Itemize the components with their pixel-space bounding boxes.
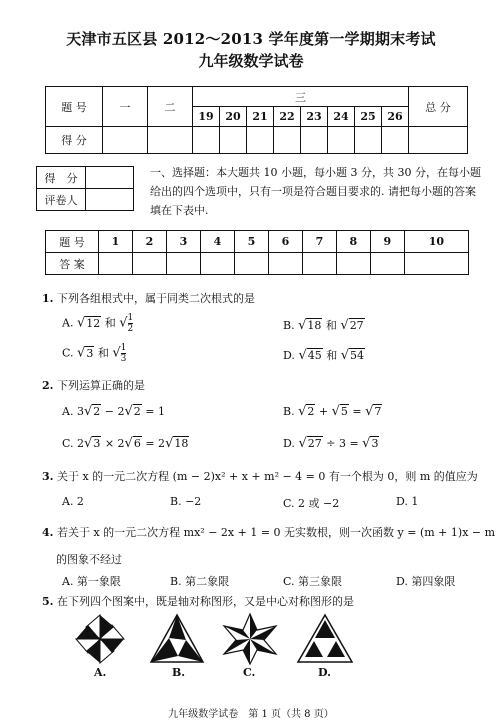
operator: − 2 bbox=[101, 405, 125, 418]
answer-number: 2 bbox=[132, 231, 166, 253]
answer-cell bbox=[99, 253, 133, 275]
exam-subtitle: 九年级数学试卷 bbox=[198, 52, 304, 70]
operator: = 2 bbox=[141, 437, 166, 450]
option-label: A. bbox=[62, 316, 74, 330]
score-cell bbox=[355, 127, 382, 154]
question-number: 2. bbox=[42, 379, 54, 392]
question-number: 5. bbox=[42, 595, 54, 608]
answer-cell bbox=[404, 253, 468, 275]
score-cell bbox=[148, 127, 193, 154]
question-text: 若关于 x 的一元二次方程 mx² − 2x + 1 = 0 无实数根，则一次函数 y = (m + 1)x − m bbox=[56, 526, 496, 539]
star-figure-c bbox=[220, 612, 280, 666]
radicand: 2 bbox=[133, 405, 141, 418]
question-1-option-d: D. √45 和 √54 bbox=[283, 348, 365, 363]
radicand: 45 bbox=[307, 349, 322, 362]
question-4-option-b: B. 第二象限 bbox=[170, 575, 230, 588]
answer-number: 5 bbox=[234, 231, 268, 253]
fraction: $\frac{1}{2}$ bbox=[127, 313, 134, 334]
triangle-swirl-figure-b bbox=[148, 612, 206, 666]
connector: 和 bbox=[97, 346, 109, 360]
score-sub-number: 21 bbox=[247, 107, 274, 127]
result: = 1 bbox=[141, 405, 165, 418]
reviewer-score-label: 得 分 bbox=[37, 167, 86, 189]
answer-row2-label: 答 案 bbox=[46, 253, 99, 275]
question-text: 下列运算正确的是 bbox=[56, 379, 145, 392]
connector: 和 bbox=[104, 316, 116, 330]
operator: × 2 bbox=[101, 437, 125, 450]
score-section-three: 三 bbox=[193, 87, 409, 107]
instruction-line: 填在下表中. bbox=[150, 204, 209, 217]
radicand: 27 bbox=[307, 437, 322, 450]
question-text: 在下列四个图案中，既是轴对称图形，又是中心对称图形的是 bbox=[56, 595, 354, 608]
question-3-option-b: B. −2 bbox=[170, 495, 202, 508]
score-cell bbox=[409, 127, 468, 154]
figure-label-d: D. bbox=[318, 666, 331, 679]
question-text: 关于 x 的一元二次方程 (m − 2)x² + x + m² − 4 = 0 有一个根为 0，则 m 的值应为 bbox=[56, 470, 478, 483]
reviewer-label: 评卷人 bbox=[37, 189, 86, 211]
score-sub-number: 19 bbox=[193, 107, 220, 127]
exam-title: 天津市五区县 2012～2013 学年度第一学期期末考试 bbox=[66, 30, 436, 48]
answer-cell bbox=[132, 253, 166, 275]
operator: = bbox=[348, 405, 366, 418]
radicand: 2 bbox=[307, 405, 315, 418]
coefficient: 3 bbox=[76, 405, 84, 418]
score-sub-number: 20 bbox=[220, 107, 247, 127]
question-4-option-d: D. 第四象限 bbox=[396, 575, 456, 588]
score-sub-number: 26 bbox=[382, 107, 409, 127]
score-cell bbox=[382, 127, 409, 154]
answer-number: 4 bbox=[200, 231, 234, 253]
triangle-figure-d bbox=[295, 612, 355, 666]
question-4-stem-continued: 的图象不经过 bbox=[56, 553, 122, 566]
question-3-option-c: C. 2 或 −2 bbox=[283, 497, 340, 510]
score-total-label: 总 分 bbox=[409, 87, 468, 127]
radicand: 5 bbox=[340, 405, 348, 418]
pinwheel-figure-a bbox=[72, 612, 128, 666]
radicand: 2 bbox=[93, 405, 101, 418]
radicand: 18 bbox=[307, 319, 322, 332]
answer-row1-label: 题 号 bbox=[46, 231, 99, 253]
reviewer-cell bbox=[86, 167, 134, 189]
operator: + bbox=[315, 405, 332, 418]
question-2-option-a: A. 3√2 − 2√2 = 1 bbox=[62, 404, 165, 419]
question-number: 1. bbox=[42, 292, 54, 305]
score-sub-number: 24 bbox=[328, 107, 355, 127]
score-section-two: 二 bbox=[148, 87, 193, 127]
radicand: 18 bbox=[174, 437, 189, 450]
question-3-option-d: D. 1 bbox=[396, 495, 419, 508]
score-sub-number: 25 bbox=[355, 107, 382, 127]
answer-number: 9 bbox=[370, 231, 404, 253]
connector: 和 bbox=[325, 319, 337, 332]
fraction: $\frac{1}{3}$ bbox=[120, 343, 127, 364]
question-2-option-c: C. 2√3 × 2√6 = 2√18 bbox=[62, 436, 189, 451]
question-3-stem bbox=[42, 468, 478, 484]
answer-table bbox=[45, 230, 469, 275]
figure-label-b: B. bbox=[172, 666, 186, 679]
radicand: 3 bbox=[93, 437, 101, 450]
answer-cell bbox=[336, 253, 370, 275]
operator: ÷ 3 = bbox=[322, 437, 363, 450]
answer-number: 1 bbox=[99, 231, 133, 253]
score-cell bbox=[220, 127, 247, 154]
instruction-line: 给出的四个选项中，只有一项是符合题目要求的. 请把每小题的答案 bbox=[150, 185, 476, 198]
question-number: 3. bbox=[42, 470, 54, 483]
score-sub-number: 22 bbox=[274, 107, 301, 127]
radicand: 3 bbox=[371, 437, 379, 450]
answer-number: 6 bbox=[268, 231, 302, 253]
question-2-stem bbox=[42, 377, 145, 393]
score-section-one: 一 bbox=[103, 87, 148, 127]
question-2-option-d: D. √27 ÷ 3 = √3 bbox=[283, 436, 379, 451]
score-cell bbox=[247, 127, 274, 154]
figure-label-c: C. bbox=[243, 666, 256, 679]
answer-number: 10 bbox=[404, 231, 468, 253]
radicand: 3 bbox=[86, 346, 94, 360]
question-1-option-b: B. √18 和 √27 bbox=[283, 318, 364, 333]
answer-number: 8 bbox=[336, 231, 370, 253]
radicand: 12 bbox=[86, 316, 101, 330]
option-label: C. bbox=[62, 437, 74, 450]
answer-cell bbox=[302, 253, 336, 275]
question-2-option-b: B. √2 + √5 = √7 bbox=[283, 404, 382, 419]
score-cell bbox=[274, 127, 301, 154]
question-3-option-a: A. 2 bbox=[62, 495, 84, 508]
answer-cell bbox=[268, 253, 302, 275]
option-label: C. bbox=[62, 346, 74, 360]
score-cell bbox=[328, 127, 355, 154]
answer-number: 7 bbox=[302, 231, 336, 253]
reviewer-cell bbox=[86, 189, 134, 211]
question-1-stem bbox=[42, 290, 255, 306]
score-sub-number: 23 bbox=[301, 107, 328, 127]
option-label: A. bbox=[62, 405, 74, 418]
option-label: D. bbox=[283, 437, 295, 450]
question-4-option-a: A. 第一象限 bbox=[62, 575, 121, 588]
question-4-option-c: C. 第三象限 bbox=[283, 575, 343, 588]
figure-label-a: A. bbox=[94, 666, 107, 679]
reviewer-box bbox=[36, 166, 134, 211]
answer-cell bbox=[234, 253, 268, 275]
option-label: D. bbox=[283, 349, 295, 362]
radicand: 54 bbox=[350, 349, 365, 362]
score-cell bbox=[103, 127, 148, 154]
answer-cell bbox=[166, 253, 200, 275]
answer-cell bbox=[370, 253, 404, 275]
answer-cell bbox=[200, 253, 234, 275]
score-row2-label: 得 分 bbox=[46, 127, 103, 154]
radicand: 7 bbox=[374, 405, 382, 418]
option-label: B. bbox=[283, 319, 295, 332]
page-footer: 九年级数学试卷 第 1 页（共 8 页） bbox=[168, 709, 334, 720]
score-row1-label: 题 号 bbox=[46, 87, 103, 127]
question-4-stem bbox=[42, 524, 495, 540]
score-cell bbox=[193, 127, 220, 154]
question-5-stem bbox=[42, 593, 354, 609]
instruction-line: 一、选择题：本大题共 10 小题，每小题 3 分，共 30 分，在每小题 bbox=[150, 166, 481, 179]
question-1-option-a: A. √12 和 √ $\frac{1}{2}$ bbox=[62, 313, 134, 334]
score-cell bbox=[301, 127, 328, 154]
question-1-option-c: C. √3 和 √ $\frac{1}{3}$ bbox=[62, 343, 127, 364]
question-text: 下列各组根式中，属于同类二次根式的是 bbox=[56, 292, 255, 305]
connector: 和 bbox=[326, 349, 338, 362]
coefficient: 2 bbox=[77, 437, 85, 450]
score-table bbox=[45, 86, 468, 154]
radicand: 6 bbox=[133, 437, 141, 450]
radicand: 27 bbox=[349, 319, 364, 332]
answer-number: 3 bbox=[166, 231, 200, 253]
question-number: 4. bbox=[42, 526, 54, 539]
option-label: B. bbox=[283, 405, 295, 418]
